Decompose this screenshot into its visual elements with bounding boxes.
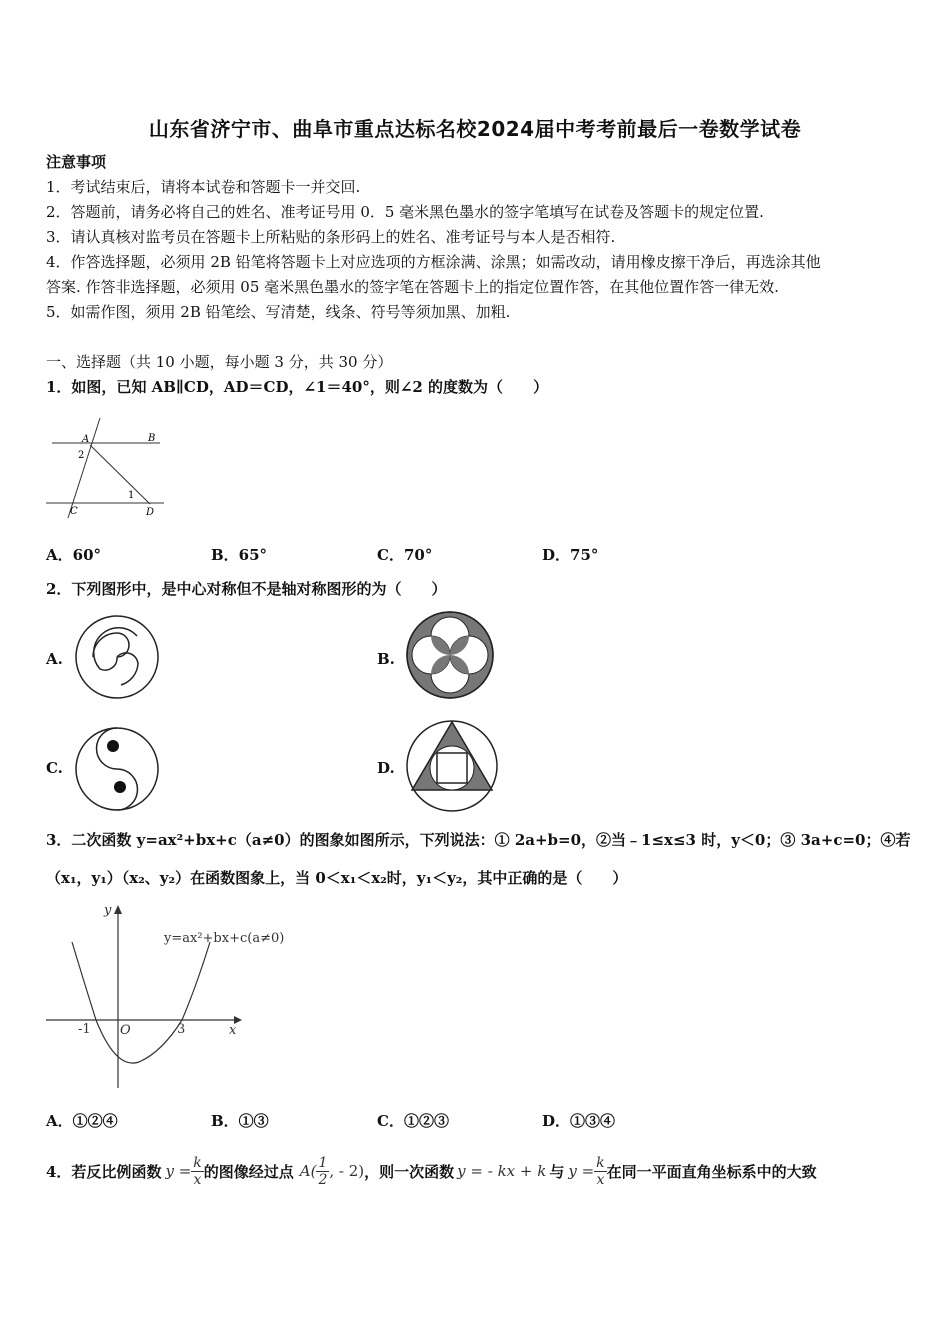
q1-option-a: A．60° [46, 546, 102, 564]
q4-fraction-k-over-x-1 [191, 1155, 203, 1188]
label-angle-1: 1 [128, 490, 135, 501]
label-angle-2: 2 [78, 450, 85, 461]
q3-option-a: A．①②④ [46, 1112, 118, 1130]
q4-fraction-k-over-x-2 [594, 1155, 606, 1188]
notice-item: 5．如需作图，须用 2B 铅笔绘、写清楚，线条、符号等须加黑、加粗. [46, 303, 511, 321]
q4-y-eq-2: y = [568, 1162, 595, 1180]
q2-figure-c [73, 724, 163, 814]
q2-option-c: C. [46, 759, 63, 777]
q4-linear-function: y = - kx + k [457, 1162, 547, 1180]
q4-frac-num: k [193, 1154, 202, 1171]
notice-item: 3．请认真核对监考员在答题卡上所粘贴的条形码上的姓名、准考证号与本人是否相符. [46, 228, 616, 246]
section-heading: 一、选择题（共 10 小题，每小题 3 分，共 30 分） [46, 353, 393, 371]
q3-option-b: B．①③ [211, 1112, 269, 1130]
q1-option-b: B．65° [211, 546, 268, 564]
q3-stem-line1: 3．二次函数 y=ax²+bx+c（a≠0）的图象如图所示，下列说法：① 2a+b=0，②当﹣1≤x≤3 时，y＜0；③ 3a+c=0；④若 [46, 831, 911, 849]
q4-fraction-half [316, 1155, 329, 1188]
q2-option-b: B. [377, 650, 395, 668]
q4-tail: 在同一平面直角坐标系中的大致 [606, 1162, 817, 1181]
axis-y-label: y [104, 903, 112, 918]
label-A: A [82, 434, 90, 445]
q2-option-a: A. [46, 650, 63, 668]
q4-half-den: 2 [318, 1171, 328, 1188]
label-C: C [70, 506, 78, 517]
q1-stem: 1．如图，已知 AB∥CD，AD＝CD，∠1＝40°，则∠2 的度数为（ ） [46, 378, 549, 396]
q2-figure-b [404, 608, 498, 702]
q1-option-d: D．75° [542, 546, 599, 564]
q3-stem-line2: （x₁，y₁）（x₂、y₂）在函数图象上，当 0＜x₁＜x₂时，y₁＜y₂，其中正确的是（ ） [46, 869, 628, 887]
tick-3: 3 [177, 1022, 186, 1037]
notice-item: 2．答题前，请务必将自己的姓名、准考证号用 0．5 毫米黑色墨水的签字笔填写在试卷及答题卡的规定位置. [46, 203, 764, 221]
q4-mid3: 与 [549, 1162, 565, 1181]
q3-option-d: D．①③④ [542, 1112, 616, 1130]
label-D: D [146, 507, 155, 518]
q4-half-num: 1 [318, 1154, 328, 1171]
q4-point-rest: , - 2) [329, 1162, 365, 1180]
q4-point-a: A( [299, 1162, 317, 1180]
q4-frac-num: k [596, 1154, 605, 1171]
q4-frac-den: x [596, 1171, 605, 1188]
notice-heading: 注意事项 [46, 153, 107, 171]
q2-figure-a [73, 612, 163, 702]
page-title: 山东省济宁市、曲阜市重点达标名校2024届中考考前最后一卷数学试卷 [148, 117, 802, 141]
q4-mid2: ，则一次函数 [364, 1162, 455, 1181]
q2-option-d: D. [377, 759, 395, 777]
label-B: B [148, 433, 156, 444]
q4-stem [46, 1146, 817, 1196]
origin-label: O [120, 1023, 131, 1038]
q4-lead: 4．若反比例函数 [46, 1162, 162, 1181]
q4-frac-den: x [193, 1171, 202, 1188]
q2-figure-d [404, 716, 502, 814]
q4-y-eq-1: y = [165, 1162, 192, 1180]
notice-item: 1．考试结束后，请将本试卷和答题卡一并交回. [46, 178, 361, 196]
axis-x-label: x [229, 1023, 237, 1038]
notice-item: 答案. 作答非选择题，必须用 05 毫米黑色墨水的签字笔在答题卡上的指定位置作答，在其他位置作答一律无效. [46, 278, 779, 296]
q1-option-c: C．70° [377, 546, 433, 564]
q2-stem: 2．下列图形中，是中心对称但不是轴对称图形的为（ ） [46, 580, 447, 598]
q1-figure [42, 410, 172, 522]
graph-equation: y=ax²+bx+c(a≠0) [164, 931, 285, 946]
notice-item: 4．作答选择题，必须用 2B 铅笔将答题卡上对应选项的方框涂满、涂黑；如需改动，请用橡皮擦干净后，再选涂其他 [46, 253, 821, 271]
tick-neg1: -1 [78, 1022, 91, 1037]
q4-mid1: 的图像经过点 [203, 1162, 294, 1181]
q3-option-c: C．①②③ [377, 1112, 449, 1130]
q3-graph [44, 902, 294, 1092]
